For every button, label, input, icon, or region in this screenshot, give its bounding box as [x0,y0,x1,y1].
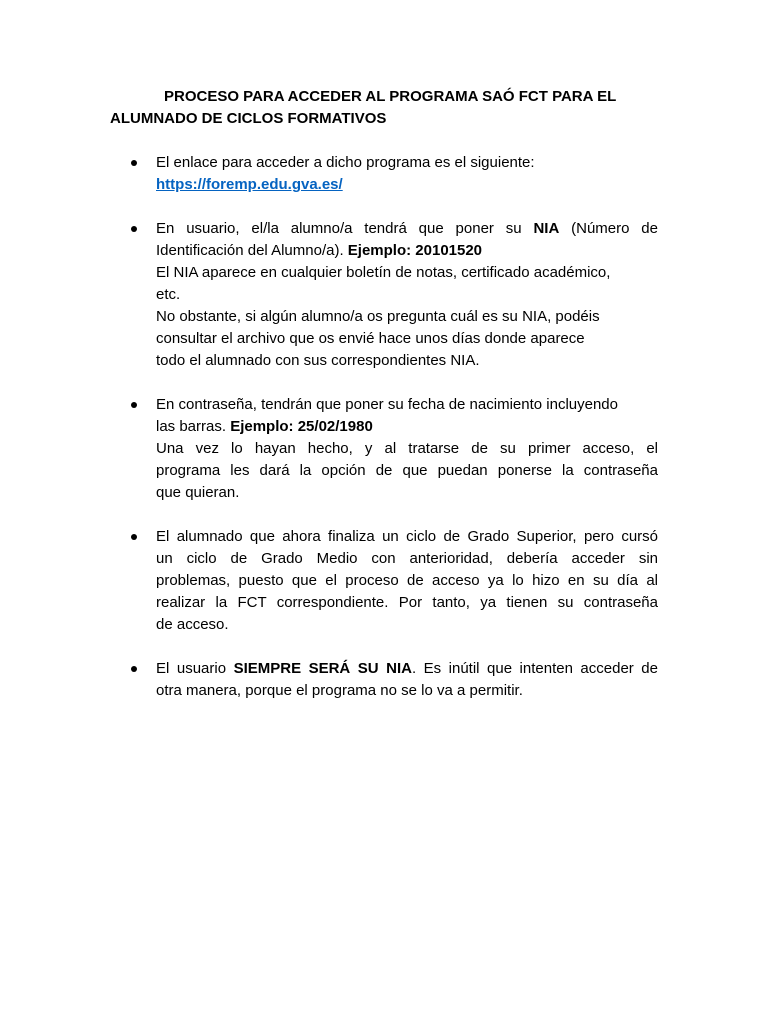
item-2-line-2 [156,240,658,262]
item-2-line-2-text: Identificación del Alumno/a). [156,242,348,259]
item-2-line-4: etc. [156,286,181,303]
item-2-line-1 [156,218,658,240]
item-5-text-c: . Es inútil que intenten acceder de [411,660,658,677]
item-2-text-a: En usuario, el/la alumno/a tendrá que poner su [156,220,534,237]
document-title [110,86,659,130]
bullet-list [0,152,768,724]
item-2-line-5: No obstante, si algún alumno/a os pregunta cuál es su NIA, podéis [156,308,600,325]
item-4-line-2: un ciclo de Grado Medio con anterioridad, debería acceder sin [156,550,658,567]
item-5-text-a: El usuario [156,660,234,677]
nia-bold: NIA [533,220,560,237]
title-line-2: ALUMNADO DE CICLOS FORMATIVOS [110,110,387,127]
item-5-line-1 [156,658,658,680]
item-3-line-2 [156,416,658,438]
list-item-grado-superior [0,526,658,636]
item-3-line-2-text: las barras. [156,418,231,435]
item-5-line-2: otra manera, porque el programa no se lo va a permitir. [156,682,523,699]
bullet-icon [131,160,137,166]
item-2-line-3: El NIA aparece en cualquier boletín de notas, certificado académico, [156,264,611,281]
bullet-icon [131,226,137,232]
list-item-usuario-nia [0,658,658,702]
foremp-link[interactable]: https://foremp.edu.gva.es/ [156,176,343,193]
item-2-line-6: consultar el archivo que os envié hace unos días donde aparece [156,330,585,347]
item-2-line-7: todo el alumnado con sus correspondientes NIA. [156,352,480,369]
bullet-icon [131,534,137,540]
bullet-icon [131,666,137,672]
item-3-line-1: En contraseña, tendrán que poner su fecha de nacimiento incluyendo [156,396,618,413]
item-4-line-3: problemas, puesto que el proceso de acceso ya lo hizo en su día al [156,572,658,589]
item-4-line-4: realizar la FCT correspondiente. Por tanto, ya tienen su contraseña [156,594,658,611]
item-3-line-4: programa les dará la opción de que puedan ponerse la contraseña [156,462,658,479]
password-example: Ejemplo: 25/02/1980 [230,418,373,435]
nia-example: Ejemplo: 20101520 [347,242,483,259]
item-4-line-5: de acceso. [156,616,229,633]
list-item-user [0,218,658,372]
item-1-text: El enlace para acceder a dicho programa es el siguiente: [156,154,535,171]
title-line-1: PROCESO PARA ACCEDER AL PROGRAMA SAÓ FCT PARA EL [164,88,617,105]
item-3-line-5: que quieran. [156,484,240,501]
siempre-nia-bold: SIEMPRE SERÁ SU NIA [233,660,412,677]
item-3-line-3: Una vez lo hayan hecho, y al tratarse de su primer acceso, el [156,440,658,457]
bullet-icon [131,402,137,408]
list-item-password [0,394,658,504]
item-4-line-1: El alumnado que ahora finaliza un ciclo de Grado Superior, pero cursó [156,528,658,545]
item-2-text-c: (Número de [559,220,658,237]
list-item-link [0,152,658,196]
